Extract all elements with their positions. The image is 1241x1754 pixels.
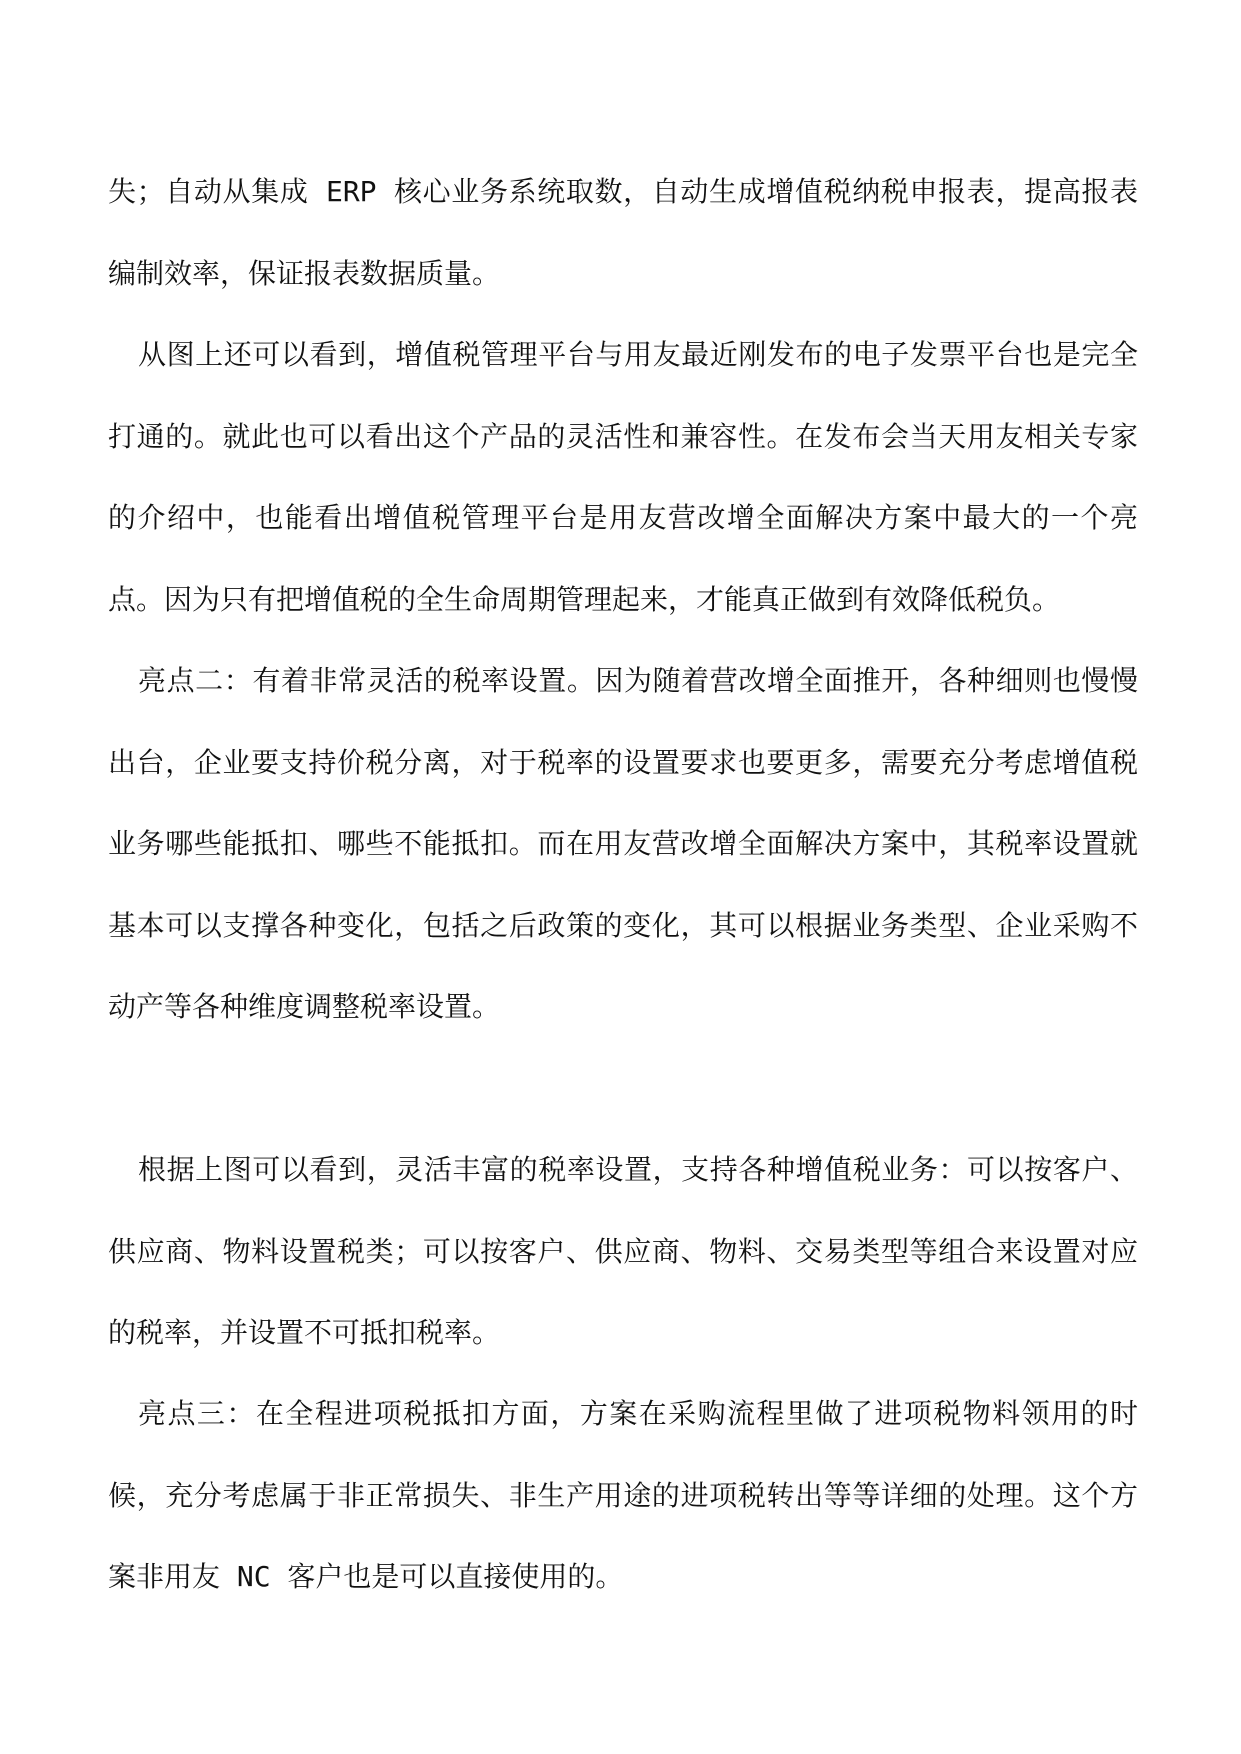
paragraph-5: 亮点三：在全程进项税抵扣方面，方案在采购流程里做了进项税物料领用的时候，充分考虑属于非正常损失、非生产用途的进项税转出等等详细的处理。这个方案非用友 NC 客户也是可以直接使用的。 xyxy=(108,1397,1138,1593)
paragraph-1: 失；自动从集成 ERP 核心业务系统取数，自动生成增值税纳税申报表，提高报表编制效率，保证报表数据质量。 xyxy=(108,175,1138,290)
paragraph-4: 根据上图可以看到，灵活丰富的税率设置，支持各种增值税业务：可以按客户、供应商、物料设置税类；可以按客户、供应商、物料、交易类型等组合来设置对应的税率，并设置不可抵扣税率。 xyxy=(108,1153,1138,1349)
paragraph-3: 亮点二：有着非常灵活的税率设置。因为随着营改增全面推开，各种细则也慢慢出台，企业要支持价税分离，对于税率的设置要求也要更多，需要充分考虑增值税业务哪些能抵扣、哪些不能抵扣。而在用友营改增全面解决方案中，其税率设置就基本可以支撑各种变化，包括之后政策的变化，其可以根据业务类型、企业采购不动产等各种维度调整税率设置。 xyxy=(108,664,1138,1023)
paragraph-2: 从图上还可以看到，增值税管理平台与用友最近刚发布的电子发票平台也是完全打通的。就此也可以看出这个产品的灵活性和兼容性。在发布会当天用友相关专家的介绍中，也能看出增值税管理平台是用友营改增全面解决方案中最大的一个亮点。因为只有把增值税的全生命周期管理起来，才能真正做到有效降低税负。 xyxy=(108,338,1138,616)
